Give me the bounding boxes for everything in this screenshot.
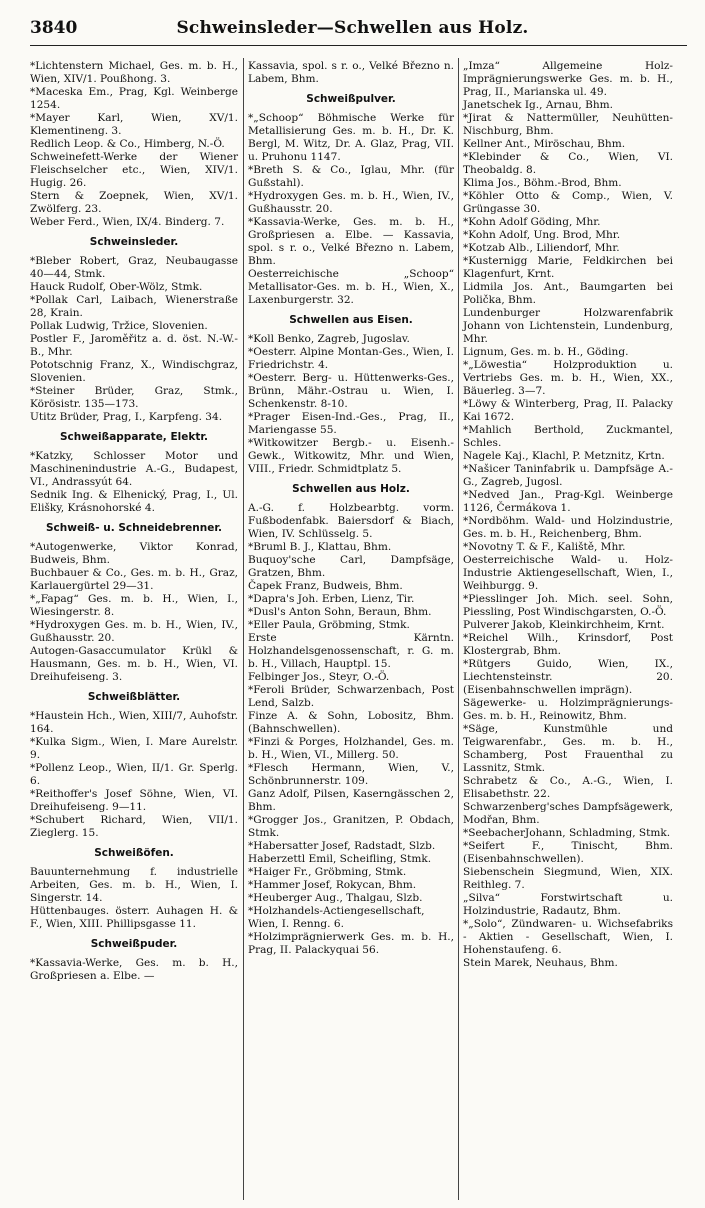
directory-entry: *Mahlich Berthold, Zuckmantel, Schles. <box>463 424 673 449</box>
directory-entry: A.-G. f. Holzbearbtg. vorm. Fußbodenfabk. Baiersdorf & Biach, Wien, IV. Schlüsselg. 5. <box>248 502 454 540</box>
page-title: Schweinsleder—Schwellen aus Holz. <box>176 18 529 38</box>
directory-entry: *„Löwestia“ Holzproduktion u. Vertriebs Ges. m. b. H., Wien, XX., Bäuerleg. 3—7. <box>463 359 673 397</box>
directory-entry: „Silva“ Forstwirtschaft u. Holzindustrie, Radautz, Bhm. <box>463 892 673 917</box>
directory-entry: Haberzettl Emil, Scheifling, Stmk. <box>248 853 432 865</box>
page-header <box>0 0 705 44</box>
directory-entry: *Holzhandels-Actiengesellschaft, Wien, I. Renng. 6. <box>248 905 425 930</box>
directory-entry: *Piesslinger Joh. Mich. seel. Sohn, Piessling, Post Windischgarsten, O.-Ö. <box>463 593 673 618</box>
directory-entry: *Pollenz Leop., Wien, II/1. Gr. Sperlg. 6. <box>30 762 238 787</box>
column-2 <box>248 60 454 957</box>
directory-entry: Siebenschein Siegmund, Wien, XIX. Reithleg. 7. <box>463 866 673 891</box>
section-heading: Schweißöfen. <box>94 847 174 859</box>
directory-entry: *Breth S. & Co., Iglau, Mhr. (für Gußstahl). <box>248 164 454 189</box>
section-heading: Schwellen aus Eisen. <box>289 314 413 326</box>
directory-entry: Stern & Zoepnek, Wien, XV/1. Zwölferg. 23. <box>30 190 238 215</box>
directory-entry: *Finzi & Porges, Holzhandel, Ges. m. b. H., Wien, VI., Millerg. 50. <box>248 736 454 761</box>
directory-entry: *Bleber Robert, Graz, Neubaugasse 40—44, Stmk. <box>30 255 238 280</box>
directory-entry: *Heuberger Aug., Thalgau, Slzb. <box>248 892 423 904</box>
directory-entry: *Hydroxygen Ges. m. b. H., Wien, IV., Gußhausstr. 20. <box>248 190 454 215</box>
directory-entry: *Dusl's Anton Sohn, Beraun, Bhm. <box>248 606 432 618</box>
directory-entry: *Säge, Kunstmühle und Teigwarenfabr., Ges. m. b. H., Schamberg, Post Frauenthal zu Lassnitz, Stmk. <box>463 723 673 774</box>
directory-entry: Oesterreichische Wald- u. Holz-Industrie Aktiengesellschaft, Wien, I., Weihburgg. 9. <box>463 554 673 592</box>
directory-entry: Finze A. & Sohn, Lobositz, Bhm. (Bahnschwellen). <box>248 710 454 735</box>
directory-entry: *Jirat & Nattermüller, Neuhütten-Nischburg, Bhm. <box>463 112 673 137</box>
directory-entry: Buchbauer & Co., Ges. m. b. H., Graz, Karlauergürtel 29—31. <box>30 567 238 592</box>
directory-entry: *Haustein Hch., Wien, XIII/7, Auhofstr. 164. <box>30 710 239 735</box>
directory-entry: *Köhler Otto & Comp., Wien, V. Grüngasse 30. <box>463 190 673 215</box>
directory-entry: „Imza“ Allgemeine Holz-Imprägnierungswerke Ges. m. b. H., Prag, II., Marianska ul. 49. <box>463 60 673 98</box>
directory-entry: *Dapra's Joh. Erben, Lienz, Tir. <box>248 593 415 605</box>
directory-entry: *Steiner Brüder, Graz, Stmk., Körösistr. 135—173. <box>30 385 238 410</box>
directory-entry: Postler F., Jaroměřitz a. d. öst. N.-W.-B., Mhr. <box>30 333 238 358</box>
section-heading: Schweißpuder. <box>90 938 178 950</box>
section-heading: Schweißblätter. <box>87 691 181 703</box>
directory-entry: *„Solo“, Zündwaren- u. Wichsefabriks - Aktien - Gesellschaft, Wien, I. Hohenstaufeng. 6. <box>463 918 673 956</box>
directory-entry: Lidmila Jos. Ant., Baumgarten bei Polička, Bhm. <box>463 281 673 306</box>
directory-entry: *Hydroxygen Ges. m. b. H., Wien, IV., Gußhausstr. 20. <box>30 619 238 644</box>
directory-entry: Klima Jos., Böhm.-Brod, Bhm. <box>463 177 622 189</box>
directory-entry: Kassavia, spol. s r. o., Velké Březno n. Labem, Bhm. <box>248 60 454 85</box>
directory-entry: *Prager Eisen-Ind.-Ges., Prag, II., Mariengasse 55. <box>248 411 454 436</box>
directory-entry: *Autogenwerke, Viktor Konrad, Budweis, Bhm. <box>30 541 238 566</box>
directory-entry: *Seifert F., Tinischt, Bhm. (Eisenbahnschwellen). <box>463 840 673 865</box>
directory-entry: Schweinefett-Werke der Wiener Fleischselcher etc., Wien, XIV/1. Hugig. 26. <box>30 151 238 189</box>
directory-entry: Pulverer Jakob, Kleinkirchheim, Krnt. <box>463 619 665 631</box>
directory-entry: Čapek Franz, Budweis, Bhm. <box>248 580 403 592</box>
directory-entry: *Schubert Richard, Wien, VII/1. Zieglerg. 15. <box>30 814 238 839</box>
directory-entry: *Flesch Hermann, Wien, V., Schönbrunnerstr. 109. <box>248 762 454 787</box>
directory-entry: *Novotny T. & F., Kaliště, Mhr. <box>463 541 626 553</box>
directory-entry: *Kohn Adolf Göding, Mhr. <box>463 216 601 228</box>
directory-entry: Redlich Leop. & Co., Himberg, N.-Ö. <box>30 138 225 150</box>
section-heading: Schweißapparate, Elektr. <box>59 431 209 443</box>
directory-entry: Lignum, Ges. m. b. H., Göding. <box>463 346 629 358</box>
directory-entry: *Nordböhm. Wald- und Holzindustrie, Ges. m. b. H., Reichenberg, Bhm. <box>463 515 673 540</box>
directory-entry: Schrabetz & Co., A.-G., Wien, I. Elisabethstr. 22. <box>463 775 673 800</box>
directory-entry: *Kassavia-Werke, Ges. m. b. H., Großpriesen a. Elbe. — <box>30 957 238 982</box>
directory-entry: *Kotzab Alb., Liliendorf, Mhr. <box>463 242 620 254</box>
directory-entry: Felbinger Jos., Steyr, O.-Ö. <box>248 671 390 683</box>
directory-entry: *Katzky, Schlosser Motor und Maschinenindustrie A.-G., Budapest, VI., Andrassyút 64. <box>30 450 238 488</box>
directory-entry: *Haiger Fr., Gröbming, Stmk. <box>248 866 407 878</box>
directory-entry: *Pollak Carl, Laibach, Wienerstraße 28, Krain. <box>30 294 238 319</box>
directory-entry: *Grogger Jos., Granitzen, P. Obdach, Stmk. <box>248 814 454 839</box>
directory-entry: *Oesterr. Alpine Montan-Ges., Wien, I. Friedrichstr. 4. <box>248 346 454 371</box>
directory-entry: *„Schoop“ Böhmische Werke für Metallisierung Ges. m. b. H., Dr. K. Bergl, M. Witz, Dr. A. Glaz, Prag, VII. u. Pruhonu 1147. <box>248 112 454 163</box>
directory-entry: Pototschnig Franz, X., Windischgraz, Slovenien. <box>30 359 238 384</box>
directory-entry: *Feroli Brüder, Schwarzenbach, Post Lend, Salzb. <box>248 684 454 709</box>
directory-entry: Buquoy'sche Carl, Dampfsäge, Gratzen, Bhm. <box>248 554 454 579</box>
directory-entry: *Nedved Jan., Prag-Kgl. Weinberge 1126, Čermákova 1. <box>463 489 673 514</box>
directory-entry: Oesterreichische „Schoop“ Metallisator-Ges. m. b. H., Wien, X., Laxenburgerstr. 32. <box>248 268 454 306</box>
section-heading: Schweißpulver. <box>306 93 396 105</box>
directory-entry: *Lichtenstern Michael, Ges. m. b. H., Wien, XIV/1. Poußhong. 3. <box>30 60 238 85</box>
directory-entry: Hüttenbauges. österr. Auhagen H. & F., Wien, XIII. Phillipsgasse 11. <box>30 905 238 930</box>
directory-entry: *Rütgers Guido, Wien, IX., Liechtensteinstr. 20. (Eisenbahnschwellen imprägn). <box>463 658 673 696</box>
column-1 <box>30 60 238 983</box>
directory-entry: *Hammer Josef, Rokycan, Bhm. <box>248 879 417 891</box>
directory-entry: *SeebacherJohann, Schladming, Stmk. <box>463 827 671 839</box>
section-heading: Schweinsleder. <box>89 236 179 248</box>
directory-entry: Sednik Ing. & Elhenický, Prag, I., Ul. Elišky, Krásnohorské 4. <box>30 489 238 514</box>
directory-entry: *Reichel Wilh., Krinsdorf, Post Klostergrab, Bhm. <box>463 632 673 657</box>
directory-entry: *Mayer Karl, Wien, XV/1. Klementineng. 3. <box>30 112 238 137</box>
directory-entry: Nagele Kaj., Klachl, P. Metznitz, Krtn. <box>463 450 665 462</box>
directory-entry: Utitz Brüder, Prag, I., Karpfeng. 34. <box>30 411 223 423</box>
directory-entry: *Witkowitzer Bergb.- u. Eisenh.-Gewk., Witkowitz, Mhr. und Wien, VIII., Friedr. Schmidtplatz 5. <box>248 437 454 475</box>
directory-entry: *Habersatter Josef, Radstadt, Slzb. <box>248 840 436 852</box>
directory-entry: *Klebinder & Co., Wien, VI. Theobaldg. 8. <box>463 151 673 176</box>
directory-entry: *Reithoffer's Josef Söhne, Wien, VI. Dreihufeiseng. 9—11. <box>30 788 238 813</box>
directory-entry: *Maceska Em., Prag, Kgl. Weinberge 1254. <box>30 86 238 111</box>
directory-entry: Erste Kärntn. Holzhandelsgenossenschaft, r. G. m. b. H., Villach, Hauptpl. 15. <box>248 632 454 670</box>
directory-entry: *Kulka Sigm., Wien, I. Mare Aurelstr. 9. <box>30 736 238 761</box>
column-3 <box>463 60 673 970</box>
directory-entry: Autogen-Gasaccumulator Krükl & Hausmann, Ges. m. b. H., Wien, VI. Dreihufeiseng. 3. <box>30 645 238 683</box>
directory-entry: Schwarzenberg'sches Dampfsägewerk, Modřan, Bhm. <box>463 801 673 826</box>
directory-entry: *Kohn Adolf, Ung. Brod, Mhr. <box>463 229 621 241</box>
directory-entry: *Bruml B. J., Klattau, Bhm. <box>248 541 392 553</box>
directory-entry: Janetschek Ig., Arnau, Bhm. <box>463 99 613 111</box>
directory-entry: Bauunternehmung f. industrielle Arbeiten, Ges. m. b. H., Wien, I. Singerstr. 14. <box>30 866 238 904</box>
directory-entry: *Oesterr. Berg- u. Hüttenwerks-Ges., Brünn, Mähr.-Ostrau u. Wien, I. Schenkenstr. 8-10. <box>248 372 454 410</box>
directory-entry: *Eller Paula, Gröbming, Stmk. <box>248 619 410 631</box>
directory-entry: Lundenburger Holzwarenfabrik Johann von Lichtenstein, Lundenburg, Mhr. <box>463 307 673 345</box>
directory-entry: *„Fapag“ Ges. m. b. H., Wien, I., Wiesingerstr. 8. <box>30 593 238 618</box>
directory-entry: Kellner Ant., Miröschau, Bhm. <box>463 138 626 150</box>
section-heading: Schweiß- u. Schneidebrenner. <box>45 522 223 534</box>
directory-entry: Sägewerke- u. Holzimprägnierungs-Ges. m. b. H., Reinowitz, Bhm. <box>463 697 673 722</box>
directory-entry: *Holzimprägnierwerk Ges. m. b. H., Prag, II. Palackyquai 56. <box>248 931 454 956</box>
header-rule <box>30 45 687 46</box>
directory-entry: Ganz Adolf, Pilsen, Kaserngässchen 2, Bhm. <box>248 788 454 813</box>
section-heading: Schwellen aus Holz. <box>292 483 410 495</box>
column-divider-2 <box>458 58 459 1200</box>
directory-entry: Stein Marek, Neuhaus, Bhm. <box>463 957 618 969</box>
column-divider-1 <box>243 58 244 1200</box>
directory-entry: *Koll Benko, Zagreb, Jugoslav. <box>248 333 410 345</box>
directory-entry: Hauck Rudolf, Ober-Wölz, Stmk. <box>30 281 203 293</box>
directory-entry: Weber Ferd., Wien, IX/4. Binderg. 7. <box>30 216 225 228</box>
directory-entry: *Kusternigg Marie, Feldkirchen bei Klagenfurt, Krnt. <box>463 255 673 280</box>
page-number: 3840 <box>30 18 78 38</box>
directory-entry: *Kassavia-Werke, Ges. m. b. H., Großpriesen a. Elbe. — Kassavia, spol. s r. o., Velké Březno n. Labem, Bhm. <box>248 216 454 267</box>
directory-entry: Pollak Ludwig, Tržice, Slovenien. <box>30 320 208 332</box>
directory-entry: *Našicer Taninfabrik u. Dampfsäge A.-G., Zagreb, Jugosl. <box>463 463 673 488</box>
directory-entry: *Löwy & Winterberg, Prag, II. Palacky Kai 1672. <box>463 398 673 423</box>
